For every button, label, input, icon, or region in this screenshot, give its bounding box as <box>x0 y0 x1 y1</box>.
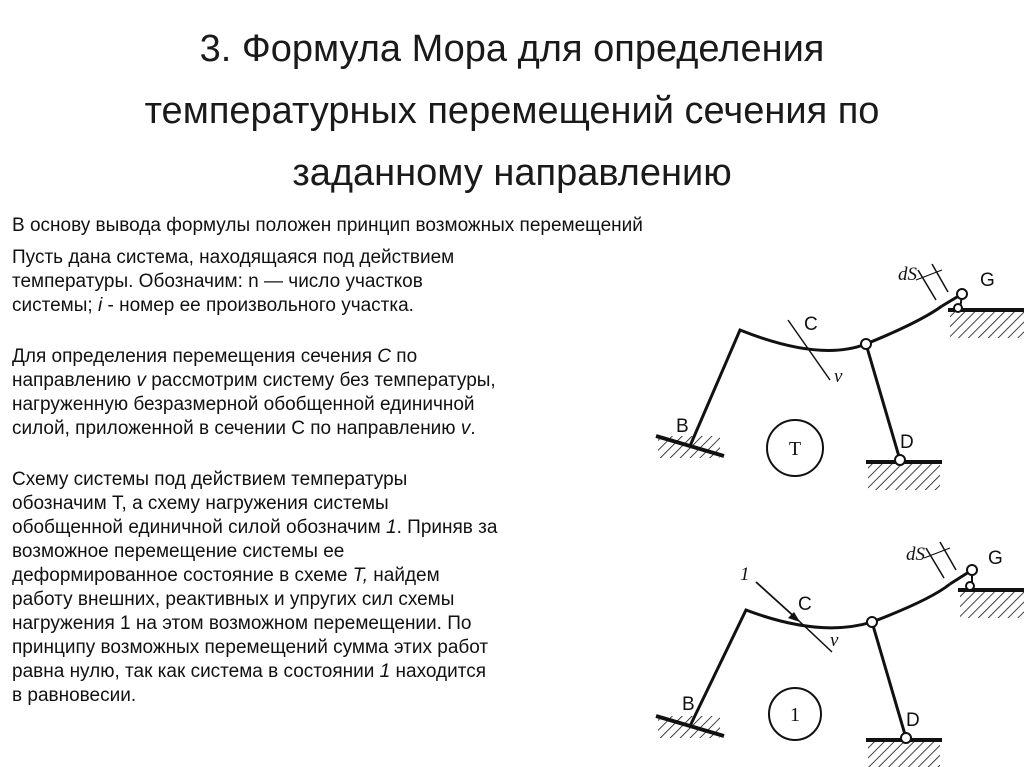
title-line-1: 3. Формула Мора для определения <box>199 28 825 70</box>
ds-mark-1 <box>918 270 936 300</box>
label-g: G <box>980 270 995 291</box>
p2-line-3b: - номер ее произвольного участка. <box>102 295 414 316</box>
label-g: G <box>988 548 1003 569</box>
p3-line-4a: силой, приложенной в сечении С по направлению <box>12 418 461 439</box>
p3-line-1 <box>12 345 496 369</box>
p4-line-5 <box>12 564 497 588</box>
p4-line-9i: 1 <box>379 661 391 682</box>
support-d-hatch <box>868 742 940 767</box>
p4-line-3a: обобщенной единичной силой обозначим <box>12 517 387 538</box>
p4-line-9a: равна нулю, так как система в состоянии <box>12 661 380 682</box>
label-c: C <box>798 594 812 615</box>
p2-line-3a: системы; <box>12 295 98 316</box>
slide-title <box>40 18 984 204</box>
p3-line-4 <box>12 417 496 441</box>
p4-line-4: возможное перемещение системы ее <box>12 541 345 562</box>
hinge-d <box>901 733 911 743</box>
paragraph-2 <box>12 246 454 318</box>
p3-line-2 <box>12 369 496 393</box>
frame-column-d <box>872 622 906 738</box>
scheme-1-label: 1 <box>790 704 800 726</box>
label-force: 1 <box>740 564 750 585</box>
support-d-hatch <box>868 464 940 490</box>
p4-line-5i: Т, <box>352 565 368 586</box>
p4-line-10: в равновесии. <box>12 685 137 706</box>
hinge-g-bottom <box>966 582 974 590</box>
support-g-hatch <box>960 592 1024 618</box>
p3-line-4b: . <box>470 418 476 439</box>
p2-line-2: температуры. Обозначим: n — число участков <box>12 271 423 292</box>
p3-line-1a: Для определения перемещения сечения <box>12 346 378 367</box>
hinge-beam <box>861 339 871 349</box>
support-g-hatch <box>950 312 1024 338</box>
p4-line-9 <box>12 660 497 684</box>
p4-line-9b: находится <box>390 661 486 682</box>
p4-line-3b: . Приняв за <box>396 517 498 538</box>
label-c: C <box>804 314 818 335</box>
label-ds: dS <box>898 264 917 285</box>
p4-line-3 <box>12 516 497 540</box>
p3-line-1b: по <box>391 346 418 367</box>
paragraph-3 <box>12 345 496 441</box>
p4-line-7: нагружения 1 на этом возможном перемещении. По <box>12 613 472 634</box>
p4-line-5b: найдем <box>368 565 440 586</box>
p4-line-3i: 1 <box>386 517 397 538</box>
label-b: B <box>676 416 689 437</box>
label-ds: dS <box>906 544 925 565</box>
paragraph-4 <box>12 468 497 708</box>
title-line-3: заданному направлению <box>292 152 732 194</box>
p3-line-2a: направлению <box>12 370 137 391</box>
hinge-g-bottom <box>954 304 962 312</box>
p4-line-1: Схему системы под действием температуры <box>12 469 408 490</box>
ds-mark-2 <box>932 264 948 292</box>
p2-line-3 <box>12 294 454 318</box>
hinge-beam <box>867 617 877 627</box>
p4-line-8: принципу возможных перемещений сумма этих работ <box>12 637 489 658</box>
paragraph-1 <box>12 214 643 238</box>
p2-line-1: Пусть дана система, находящаяся под действием <box>12 247 455 268</box>
p1-line-1: В основу вывода формулы положен принцип возможных перемещений <box>12 215 643 236</box>
frame-diagram-temperature <box>640 250 1024 500</box>
frame-column-d <box>866 344 900 460</box>
p3-line-2b: рассмотрим систему без температуры, <box>145 370 496 391</box>
p3-line-1i: С <box>377 346 392 367</box>
hinge-g-top <box>957 289 967 299</box>
ds-mark-2 <box>940 542 956 570</box>
p4-line-5a: деформированное состояние в схеме <box>12 565 353 586</box>
p4-line-2: обозначим Т, а схему нагружения системы <box>12 493 389 514</box>
hinge-g-top <box>967 565 977 575</box>
label-v: v <box>834 366 843 387</box>
p4-line-6: работу внешних, реактивных и упругих сил схемы <box>12 589 455 610</box>
p3-line-3: нагруженную безразмерной обобщенной единичной <box>12 394 475 415</box>
hinge-d <box>895 455 905 465</box>
section-c-line <box>798 620 832 652</box>
label-v: v <box>830 630 839 651</box>
p2-line-3i: i <box>97 295 103 316</box>
frame-diagram-unit-load <box>640 530 1024 767</box>
label-b: B <box>682 694 695 715</box>
label-d: D <box>906 710 920 731</box>
p3-line-4i: v <box>460 418 471 439</box>
label-d: D <box>900 432 914 453</box>
ds-mark-1 <box>926 548 944 578</box>
scheme-t-label: T <box>788 438 802 460</box>
title-line-2: температурных перемещений сечения по <box>144 90 880 132</box>
p3-line-2i: v <box>136 370 146 391</box>
